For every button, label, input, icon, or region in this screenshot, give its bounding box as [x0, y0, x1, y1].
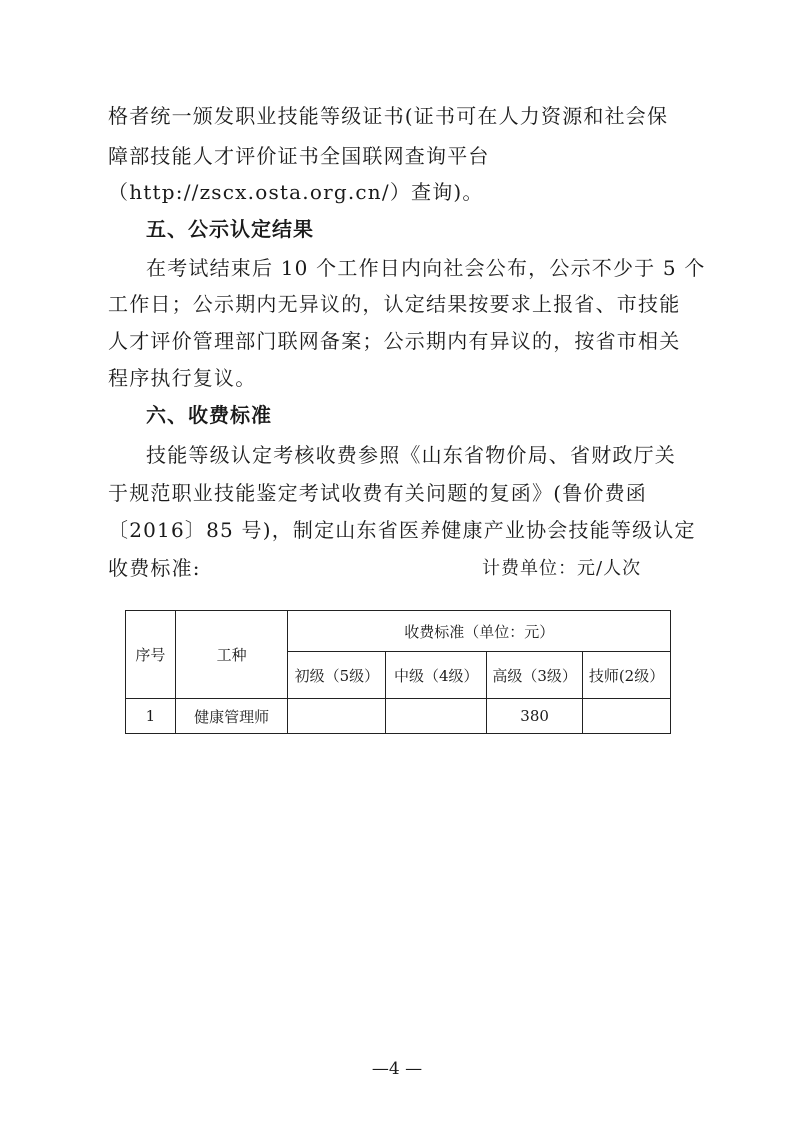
paragraph-line: 程序执行复议。 — [108, 366, 257, 390]
paragraph-line: 格者统一颁发职业技能等级证书(证书可在人力资源和社会保 — [108, 104, 669, 128]
paragraph-line: 障部技能人才评价证书全国联网查询平台 — [108, 144, 490, 168]
section-heading-5: 五、公示认定结果 — [146, 217, 314, 241]
header-level: 中级（4级） — [386, 652, 487, 699]
paragraph-line: 于规范职业技能鉴定考试收费有关问题的复函》(鲁价费函 — [108, 481, 648, 505]
header-trade: 工种 — [175, 611, 288, 699]
cell-fee: 380 — [487, 699, 583, 734]
header-seq: 序号 — [126, 611, 176, 699]
cell-fee — [288, 699, 386, 734]
paragraph-line: 人才评价管理部门联网备案；公示期内有异议的，按省市相关 — [108, 329, 681, 353]
fee-unit-note: 计费单位：元/人次 — [482, 558, 642, 579]
cell-seq: 1 — [126, 699, 176, 734]
paragraph-line: 工作日；公示期内无异议的，认定结果按要求上报省、市技能 — [108, 292, 681, 316]
section-heading-6: 六、收费标准 — [146, 403, 272, 427]
paragraph-line: （http://zscx.osta.org.cn/）查询)。 — [108, 180, 484, 204]
page-number: —4 — — [371, 1059, 423, 1079]
header-level: 初级（5级） — [288, 652, 386, 699]
paragraph-line: 在考试结束后 10 个工作日内向社会公布，公示不少于 5 个 — [146, 256, 706, 280]
cell-fee — [386, 699, 487, 734]
header-level: 技师(2级） — [583, 652, 671, 699]
fee-table — [125, 610, 671, 734]
cell-fee — [583, 699, 671, 734]
paragraph-line: 〔2016〕85 号)，制定山东省医养健康产业协会技能等级认定 — [108, 518, 696, 542]
header-level: 高级（3级） — [487, 652, 583, 699]
cell-trade: 健康管理师 — [175, 699, 288, 734]
table-row — [126, 699, 671, 734]
paragraph-line: 收费标准: — [108, 556, 201, 580]
paragraph-line: 技能等级认定考核收费参照《山东省物价局、省财政厅关 — [146, 443, 676, 467]
header-fee-group: 收费标准（单位：元） — [288, 611, 671, 652]
